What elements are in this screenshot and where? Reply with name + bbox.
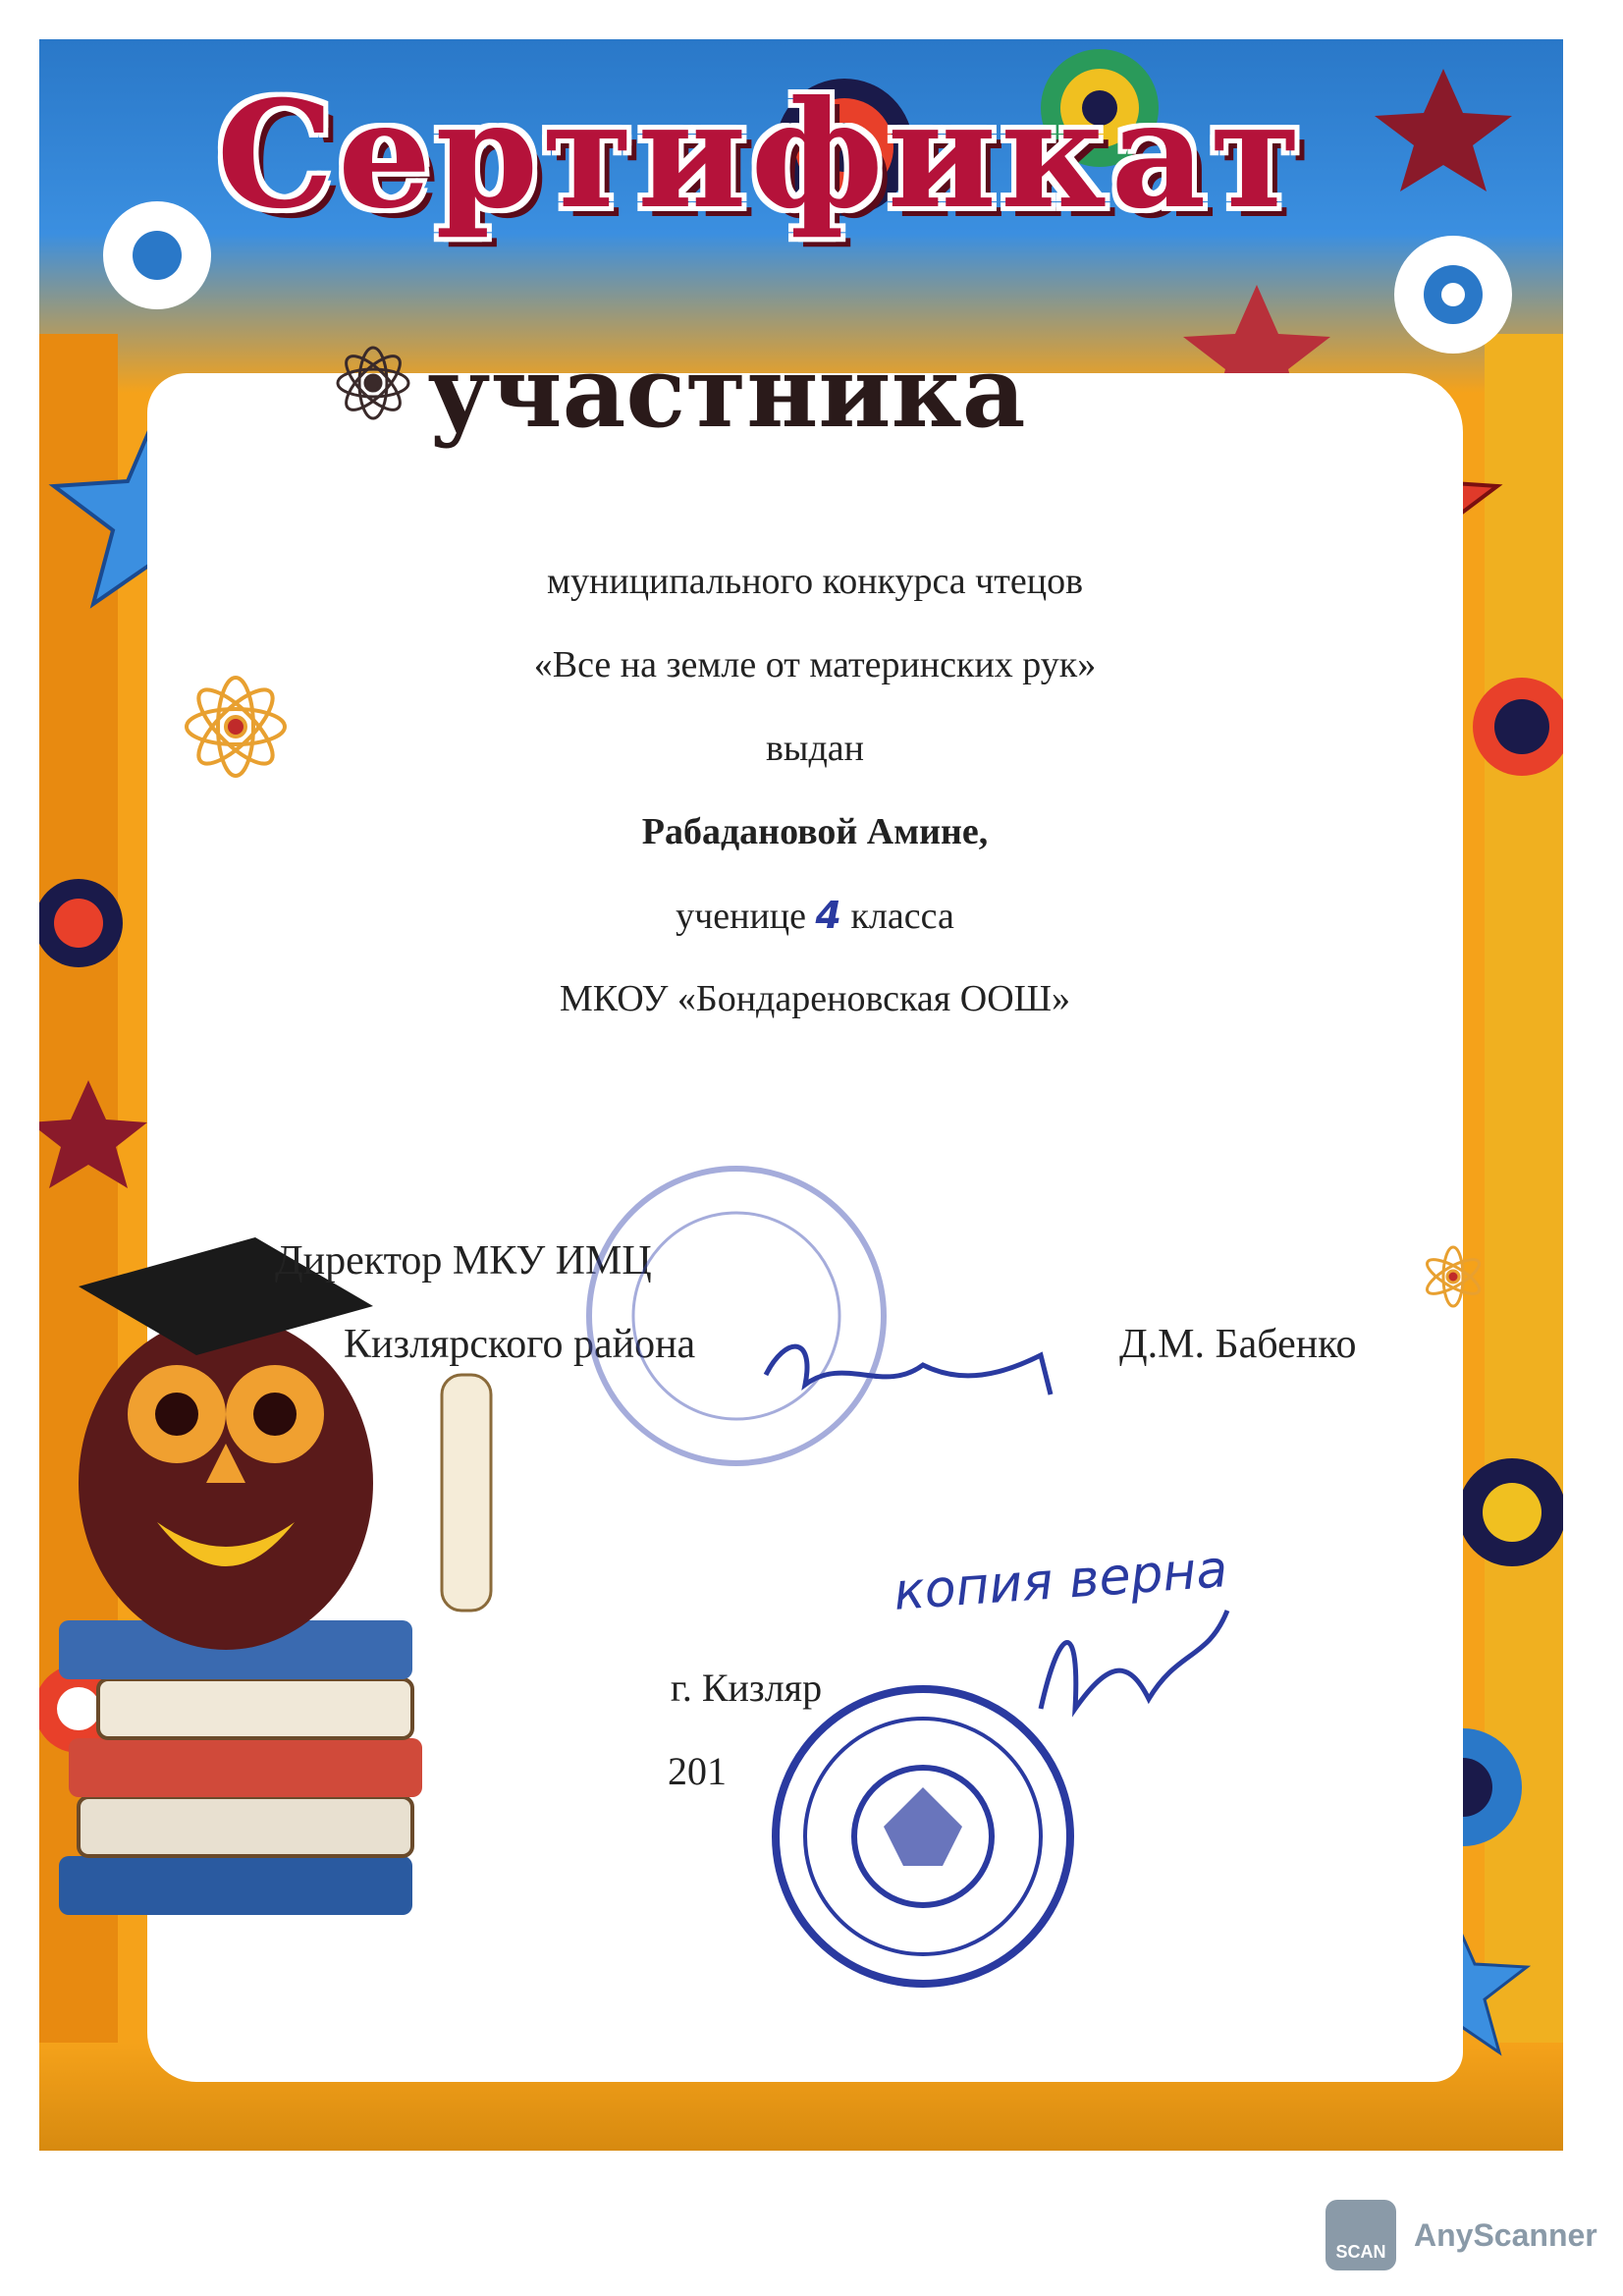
round-seal-icon: [589, 1169, 884, 1463]
contest-name: «Все на земле от материнских рук»: [533, 644, 1097, 685]
certificate-subtitle: участника: [427, 334, 1026, 450]
director-signature-icon: [766, 1346, 1051, 1394]
issued-label: выдан: [765, 728, 864, 769]
scanner-app-name: AnyScanner: [1414, 2216, 1597, 2253]
year-label: 201: [668, 1749, 727, 1793]
city-label: г. Кизляр: [670, 1666, 823, 1710]
signatory-title-2: Кизлярского района: [344, 1322, 696, 1367]
scanner-watermark: [1325, 2200, 1597, 2270]
signatory-name: Д.М. Бабенко: [1119, 1322, 1357, 1367]
school-name: МКОУ «Бондареновская ООШ»: [560, 978, 1070, 1019]
certificate-title: Сертификат: [216, 69, 1306, 242]
recipient-name: Рабадановой Амине,: [641, 811, 989, 852]
grade-number: 4: [815, 894, 841, 937]
signatory-title-1: Директор МКУ ИМЦ: [275, 1238, 652, 1284]
official-seal-icon: [776, 1689, 1070, 1984]
grade-prefix: ученице: [676, 896, 807, 937]
scan-badge-icon: [1325, 2200, 1396, 2270]
scan-badge-label: SCAN: [1335, 2242, 1386, 2262]
handwritten-note: копия верна: [892, 1540, 1230, 1622]
contest-line: муниципального конкурса чтецов: [546, 561, 1084, 602]
grade-suffix: класса: [850, 896, 954, 937]
copy-signature-icon: [1041, 1611, 1227, 1709]
